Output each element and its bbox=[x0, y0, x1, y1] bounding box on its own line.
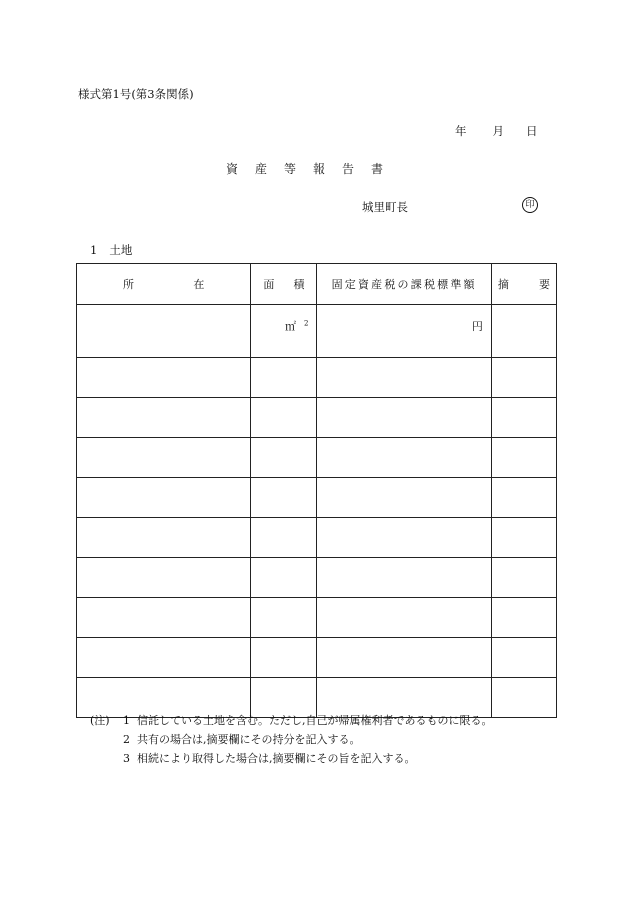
cell-area[interactable] bbox=[251, 438, 317, 478]
cell-tax-base[interactable] bbox=[317, 558, 491, 598]
cell-location[interactable] bbox=[77, 358, 251, 398]
cell-location[interactable] bbox=[77, 305, 251, 358]
cell-area[interactable] bbox=[251, 558, 317, 598]
cell-remarks[interactable] bbox=[491, 598, 556, 638]
table-row bbox=[77, 438, 557, 478]
cell-area[interactable] bbox=[251, 598, 317, 638]
cell-remarks[interactable] bbox=[491, 305, 556, 358]
cell-tax-base[interactable] bbox=[317, 398, 491, 438]
cell-remarks[interactable] bbox=[491, 518, 556, 558]
note-item: 3 相続により取得した場合は,摘要欄にその旨を記入する。 bbox=[123, 752, 416, 765]
cell-tax-base[interactable] bbox=[317, 518, 491, 558]
cell-area[interactable] bbox=[251, 305, 317, 358]
date-year-label: 年 bbox=[455, 124, 467, 138]
cell-tax-base[interactable] bbox=[317, 598, 491, 638]
table-row bbox=[77, 398, 557, 438]
cell-location[interactable] bbox=[77, 478, 251, 518]
cell-area[interactable] bbox=[251, 518, 317, 558]
cell-area[interactable] bbox=[251, 398, 317, 438]
document-title: 資産等報告書 bbox=[226, 162, 401, 176]
cell-location[interactable] bbox=[77, 398, 251, 438]
cell-remarks[interactable] bbox=[491, 558, 556, 598]
header-tax-base: 固定資産税の課税標準額 bbox=[317, 264, 491, 305]
cell-remarks[interactable] bbox=[491, 398, 556, 438]
cell-tax-base[interactable] bbox=[317, 438, 491, 478]
cell-location[interactable] bbox=[77, 638, 251, 678]
cell-location[interactable] bbox=[77, 438, 251, 478]
cell-tax-base[interactable] bbox=[317, 638, 491, 678]
table-row bbox=[77, 305, 557, 358]
notes bbox=[90, 711, 493, 768]
table-row bbox=[77, 518, 557, 558]
cell-location[interactable] bbox=[77, 598, 251, 638]
table-row bbox=[77, 558, 557, 598]
land-table bbox=[76, 263, 557, 718]
area-unit: ㎡ $^2$ bbox=[285, 319, 309, 333]
cell-area[interactable] bbox=[251, 638, 317, 678]
date-month-label: 月 bbox=[492, 124, 504, 138]
cell-tax-base[interactable] bbox=[317, 358, 491, 398]
header-remarks: 摘 要 bbox=[491, 264, 556, 305]
form-number: 様式第1号(第3条関係) bbox=[78, 87, 194, 101]
section-label: 土地 bbox=[109, 243, 133, 257]
cell-area[interactable] bbox=[251, 358, 317, 398]
note-item: (注) 1 信託している土地を含む。ただし,自己が帰属権利者であるものに限る。 bbox=[90, 711, 493, 730]
notes-label: (注) bbox=[90, 714, 110, 727]
header-location: 所 在 bbox=[77, 264, 251, 305]
cell-remarks[interactable] bbox=[491, 438, 556, 478]
seal-mark: 印 bbox=[522, 197, 538, 213]
table-row bbox=[77, 478, 557, 518]
cell-location[interactable] bbox=[77, 518, 251, 558]
cell-location[interactable] bbox=[77, 558, 251, 598]
cell-area[interactable] bbox=[251, 478, 317, 518]
table-row bbox=[77, 358, 557, 398]
table-row bbox=[77, 598, 557, 638]
section-number: 1 bbox=[90, 243, 98, 257]
date-day-label: 日 bbox=[526, 124, 538, 138]
table-header-row bbox=[77, 264, 557, 305]
header-area: 面 積 bbox=[251, 264, 317, 305]
table-row bbox=[77, 638, 557, 678]
cell-tax-base[interactable] bbox=[317, 478, 491, 518]
note-item: 2 共有の場合は,摘要欄にその持分を記入する。 bbox=[123, 733, 361, 746]
tax-unit: 円 bbox=[471, 320, 483, 333]
cell-remarks[interactable] bbox=[491, 638, 556, 678]
cell-remarks[interactable] bbox=[491, 678, 556, 718]
table-body bbox=[77, 305, 557, 718]
cell-remarks[interactable] bbox=[491, 358, 556, 398]
section-title bbox=[90, 242, 132, 258]
cell-remarks[interactable] bbox=[491, 478, 556, 518]
date-line bbox=[455, 123, 538, 139]
cell-tax-base[interactable] bbox=[317, 305, 491, 358]
addressee: 城里町長 bbox=[362, 200, 408, 214]
